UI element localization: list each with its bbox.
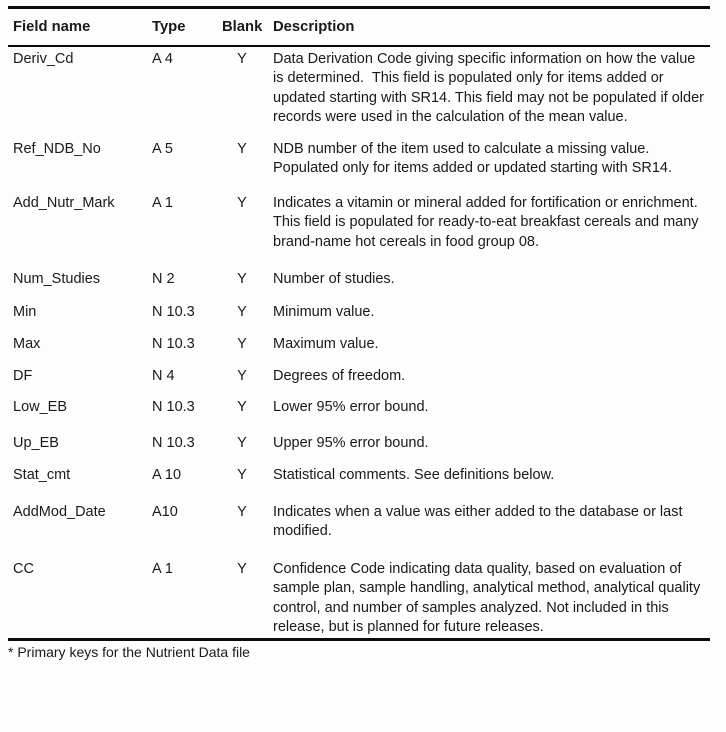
field-name-cell: DF <box>13 367 33 384</box>
blank-cell: Y <box>237 50 247 67</box>
description-cell: Indicates a vitamin or mineral added for fortification or enrichment. This field is populated for ready-to-eat breakfast cereals and many brand-name hot cereals in food group 08. <box>273 194 703 250</box>
column-header-field-name: Field name <box>8 8 152 46</box>
field-name-cell: AddMod_Date <box>13 503 106 520</box>
field-name-cell: Low_EB <box>13 399 68 415</box>
blank-cell: Y <box>237 434 247 451</box>
column-header-description: Description <box>262 8 710 46</box>
field-name-cell: Max <box>13 336 41 352</box>
type-cell: N 2 <box>152 271 175 287</box>
field-name-cell: Deriv_Cd <box>13 50 74 67</box>
field-name-cell: Add_Nutr_Mark <box>13 194 115 211</box>
table-row <box>8 335 710 367</box>
field-definitions-table <box>8 6 710 641</box>
column-header-type: Type <box>152 8 222 46</box>
table-header-row <box>8 8 710 46</box>
table-row <box>8 140 710 194</box>
blank-cell: Y <box>237 271 247 287</box>
description-cell: Upper 95% error bound. <box>273 434 429 451</box>
blank-cell: Y <box>237 367 247 384</box>
table-row <box>8 367 710 399</box>
blank-cell: Y <box>237 503 247 520</box>
table-row <box>8 398 710 434</box>
table-footnote: * Primary keys for the Nutrient Data file <box>8 643 250 660</box>
description-cell: Data Derivation Code giving specific information on how the value is determined. This field is populated only for items added or updated starting with SR14. This field may not be populated if older records were used in the calculation of the mean value. <box>273 50 708 125</box>
type-cell: N 10.3 <box>152 336 195 352</box>
table-row <box>8 560 710 640</box>
type-cell: A10 <box>152 503 178 520</box>
description-cell: Degrees of freedom. <box>273 367 406 384</box>
table-row <box>8 46 710 140</box>
description-cell: Minimum value. <box>273 303 375 320</box>
type-cell: A 10 <box>152 467 182 483</box>
field-name-cell: Up_EB <box>13 434 59 451</box>
column-header-blank: Blank <box>222 8 262 46</box>
table-row <box>8 434 710 467</box>
description-cell: Confidence Code indicating data quality, based on evaluation of sample plan, sample handling, analytical method, analytical quality control, and number of samples analyzed. Not included in this release, but is planned for future releases. <box>273 560 705 635</box>
table-row <box>8 194 710 271</box>
description-cell: Number of studies. <box>273 271 395 287</box>
field-name-cell: Stat_cmt <box>13 467 71 483</box>
type-cell: A 1 <box>152 560 173 577</box>
blank-cell: Y <box>237 303 247 320</box>
table-row <box>8 466 710 503</box>
blank-cell: Y <box>237 467 247 483</box>
field-name-cell: Ref_NDB_No <box>13 140 101 157</box>
description-cell: Lower 95% error bound. <box>273 399 429 415</box>
blank-cell: Y <box>237 399 247 415</box>
type-cell: A 5 <box>152 140 173 157</box>
description-cell: Statistical comments. See definitions below. <box>273 467 555 483</box>
field-name-cell: Min <box>13 303 37 320</box>
blank-cell: Y <box>237 336 247 352</box>
table-row <box>8 503 710 560</box>
description-cell: NDB number of the item used to calculate a missing value. Populated only for items added or updated starting with SR14. <box>273 140 672 176</box>
type-cell: A 1 <box>152 194 173 211</box>
table-row <box>8 303 710 336</box>
field-name-cell: Num_Studies <box>13 271 101 287</box>
type-cell: N 10.3 <box>152 434 195 451</box>
field-name-cell: CC <box>13 560 34 577</box>
blank-cell: Y <box>237 560 247 577</box>
blank-cell: Y <box>237 194 247 211</box>
type-cell: N 10.3 <box>152 303 195 320</box>
type-cell: N 10.3 <box>152 399 195 415</box>
table-row <box>8 270 710 303</box>
description-cell: Indicates when a value was either added to the database or last modified. <box>273 503 687 539</box>
description-cell: Maximum value. <box>273 336 379 352</box>
type-cell: N 4 <box>152 367 175 384</box>
type-cell: A 4 <box>152 50 173 67</box>
blank-cell: Y <box>237 140 247 157</box>
